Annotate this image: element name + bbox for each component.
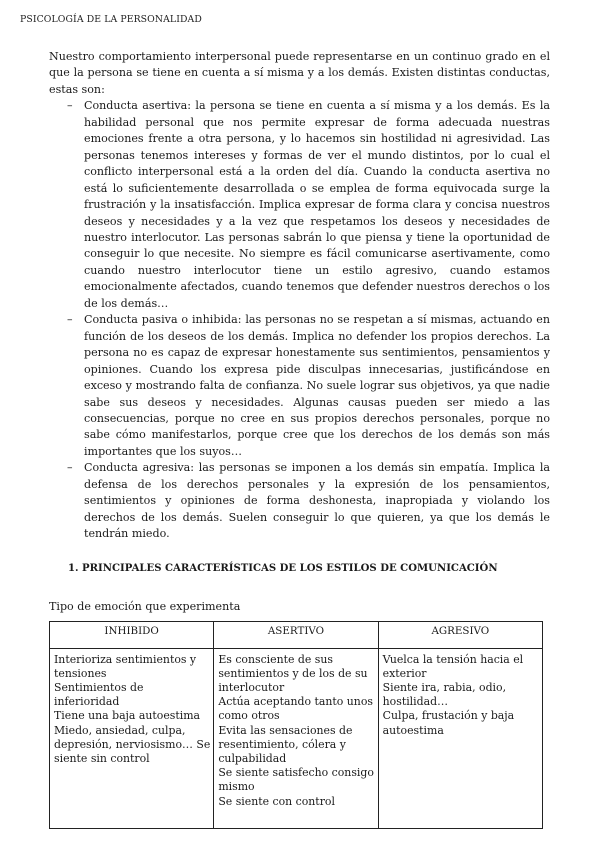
- cell-line: Culpa, frustación y baja autoestima: [382, 709, 515, 737]
- bullet-text: Conducta agresiva: las personas se imponen a los demás sin empatía. Implica la defensa de los derechos personales y la expresión de los pensamientos, sentimientos y opiniones de forma deshonesta, inapropiada y violando los derechos de los demás. Suelen conseguir lo que quieren, ya que los demás le tendrán miedo.: [84, 461, 550, 541]
- cell-line: Sentimientos de inferioridad: [54, 680, 144, 709]
- cell-inhibido: [50, 648, 214, 828]
- cell-line: Interioriza sentimientos y tensiones: [54, 652, 197, 680]
- bullet-dash: –: [67, 461, 73, 475]
- column-header-asertivo: ASERTIVO: [214, 621, 378, 648]
- document-body: [49, 49, 550, 829]
- cell-line: Evita las sensaciones de resentimiento, cólera y culpabilidad: [218, 723, 353, 765]
- table-header-row: [50, 621, 543, 648]
- cell-agresivo: [378, 648, 542, 828]
- bullet-dash: –: [67, 99, 73, 113]
- bullet-text: Conducta pasiva o inhibida: las personas no se respetan a sí mismas, actuando en función de los deseos de los demás. Implica no defender los propios derechos. La persona no es capaz de expresar honestamente sus sentimientos, pensamientos y opiniones. Cuando los expresa pide disculpas innecesarias, justificándose en exceso y mostrando falta de confianza. No suele lograr sus objetivos, ya que nadie sabe sus deseos y necesidades. Algunas causas pueden ser miedo a las consecuencias, porque no cree en sus propios derechos personales, porque no sabe cómo manifestarlos, porque cree que los derechos de los demás son más importantes que los suyos…: [84, 313, 550, 458]
- cell-line: Tiene una baja autoestima: [54, 709, 201, 723]
- list-item-pasiva: [49, 312, 550, 460]
- behavior-list: [49, 98, 550, 542]
- section-heading: 1. PRINCIPALES CARACTERÍSTICAS DE LOS ESTILOS DE COMUNICACIÓN: [68, 562, 498, 574]
- column-header-inhibido: INHIBIDO: [50, 621, 214, 648]
- page-header: PSICOLOGÍA DE LA PERSONALIDAD: [20, 14, 202, 25]
- intro-paragraph: Nuestro comportamiento interpersonal puede representarse en un continuo grado en el que la persona se tiene en cuenta a sí misma y a los demás. Existen distintas conductas, estas son:: [49, 50, 550, 96]
- cell-line: Se siente con control: [218, 794, 335, 808]
- cell-line: Actúa aceptando tanto unos como otros: [218, 695, 373, 723]
- cell-line: Miedo, ansiedad, culpa, depresión, nerviosismo… Se siente sin control: [54, 723, 211, 765]
- bullet-text: Conducta asertiva: la persona se tiene en cuenta a sí misma y a los demás. Es la habilidad personal que nos permite expresar de forma adecuada nuestras emociones frente a otra persona, y lo hacemos sin hostilidad ni agresividad. Las personas tenemos intereses y formas de ver el mundo distintos, por lo cual el conflicto interpersonal está a la orden del día. Cuando la conducta asertiva no está lo suficientemente desarrollada o se emplea de forma equivocada surge la frustración y la insatisfacción. Implica expresar de forma clara y concisa nuestros deseos y necesidades y a la vez que respetamos los deseos y necesidades de nuestro interlocutor. Las personas sabrán lo que piensa y tiene la oportunidad de conseguir lo que necesite. No siempre es fácil comunicarse asertivamente, como cuando nuestro interlocutor tiene un estilo agresivo, cuando estamos emocionalmente afectados, cuando tenemos que defender nuestros derechos o los de los demás…: [84, 99, 550, 310]
- list-item-agresiva: [49, 460, 550, 542]
- table-caption: Tipo de emoción que experimenta: [49, 600, 241, 614]
- cell-line: Se siente satisfecho consigo mismo: [218, 766, 374, 794]
- column-header-agresivo: AGRESIVO: [378, 621, 542, 648]
- cell-line: Siente ira, rabia, odio, hostilidad…: [382, 680, 507, 709]
- cell-asertivo: [214, 648, 378, 828]
- table-row: [50, 648, 543, 828]
- bullet-dash: –: [67, 313, 73, 327]
- communication-styles-table: [49, 621, 543, 829]
- cell-line: Es consciente de sus sentimientos y de los de su interlocutor: [218, 652, 368, 694]
- list-item-asertiva: [49, 98, 550, 312]
- cell-line: Vuelca la tensión hacia el exterior: [382, 652, 524, 680]
